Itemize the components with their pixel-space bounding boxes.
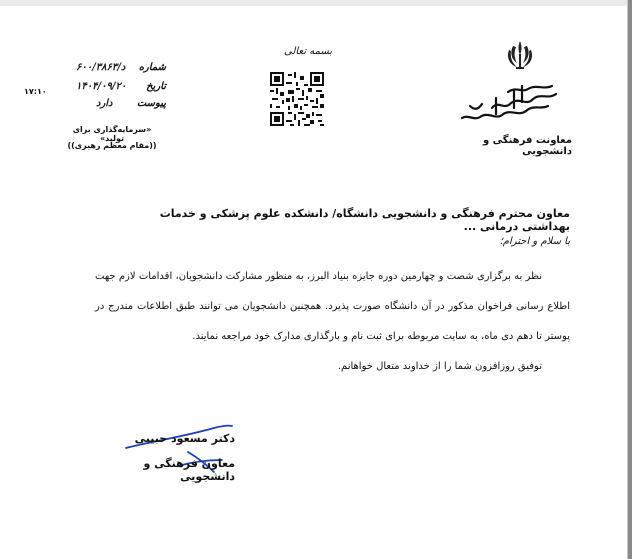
letter-address: معاون محترم فرهنگی و دانشجویی دانشگاه/ دانشکده علوم پزشکی و خدمات بهداشتی درمانی ...	[159, 207, 570, 233]
letter-date-label: تاریخ	[146, 81, 166, 92]
letter-date-value: ۱۴۰۴/۰۹/۲۰	[76, 81, 127, 92]
qr-code-icon	[270, 72, 324, 126]
letter-greeting: با سلام و احترام؛	[499, 236, 570, 247]
letter-attachment-label: پیوست	[136, 98, 166, 109]
signer-name: دکتر مسعود حبیبی	[134, 432, 235, 445]
letter-attachment-value: دارد	[96, 98, 113, 109]
letter-time: ۱۷:۱۰	[24, 87, 47, 96]
slogan-line-2: ((مقام معظم رهبری))	[67, 141, 157, 150]
basmala: بسمه تعالی	[284, 46, 333, 57]
ministry-calligraphy-logo	[452, 80, 562, 124]
window-top-edge	[0, 0, 632, 6]
letter-paragraph-1: نظر به برگزاری شصت و چهارمین دوره جایزه بنیاد البرز، به منظور مشارکت دانشجویان، اقدامات لازم جهت اطلاع رسانی فراخوان مذکور در آن دانشگاه صورت پذیرد. همچنین دانشجویان می توانند طبق اطلاعات مندرج در پوستر تا دهم دی ماه، به سایت مربوطه برای ثبت نام و بارگذاری مدارک خود مراجعه نمایند.	[95, 271, 570, 342]
letter-number-value: د/۶۰۰/۳۸۶۳	[76, 62, 126, 73]
letter-body	[95, 262, 570, 382]
iran-emblem-icon	[503, 38, 537, 72]
slogan-line-1: «سرمایه‌گذاری برای تولید»	[72, 125, 152, 143]
letter-number-label: شماره	[138, 62, 166, 73]
header-vice-chancellery: معاونت فرهنگی و دانشجویی	[482, 135, 572, 157]
signer-title: معاون فرهنگی و دانشجویی	[143, 457, 235, 483]
letter-paragraph-2: توفیق روزافزون شما را از خداوند متعال خواهانم.	[337, 361, 542, 372]
window-scrollbar-edge[interactable]	[628, 0, 632, 559]
